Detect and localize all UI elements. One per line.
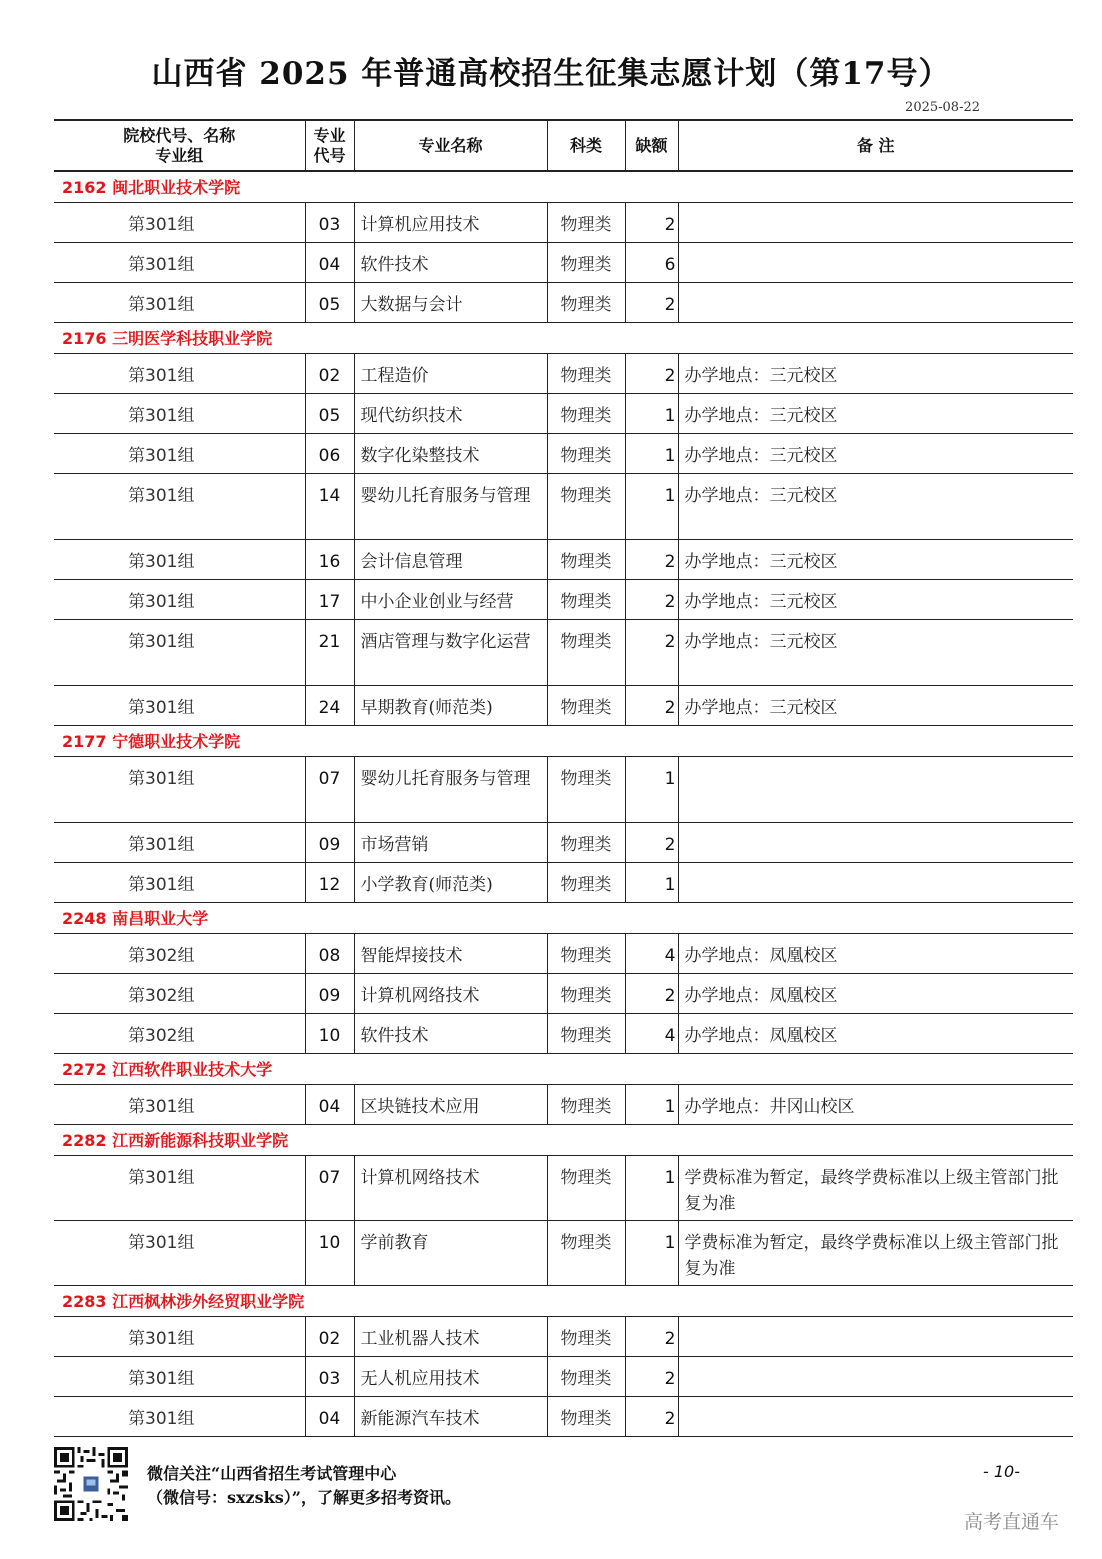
major-cell: 小学教育(师范类) [354, 862, 547, 902]
quota-cell: 1 [625, 393, 678, 433]
major-cell: 会计信息管理 [354, 539, 547, 579]
note-cell: 办学地点：三元校区 [678, 579, 1073, 619]
note-cell: 办学地点：三元校区 [678, 353, 1073, 393]
group-cell: 第301组 [54, 685, 305, 725]
major-cell: 婴幼儿托育服务与管理 [354, 473, 547, 539]
school-row [54, 1285, 1073, 1316]
group-cell: 第301组 [54, 756, 305, 822]
quota-cell: 1 [625, 756, 678, 822]
group-cell: 第301组 [54, 1155, 305, 1220]
subject-cell: 物理类 [547, 539, 625, 579]
subject-cell: 物理类 [547, 282, 625, 322]
header-school-line2: 专业组 [155, 145, 204, 165]
group-cell: 第301组 [54, 1396, 305, 1436]
group-cell: 第301组 [54, 202, 305, 242]
group-cell: 第302组 [54, 933, 305, 973]
major-cell: 软件技术 [354, 242, 547, 282]
enrollment-plan-table [54, 119, 1073, 1437]
header-note: 备 注 [678, 120, 1073, 171]
subject-cell: 物理类 [547, 473, 625, 539]
code-cell: 04 [305, 1396, 354, 1436]
group-cell: 第301组 [54, 1084, 305, 1124]
header-school [54, 120, 305, 171]
table-row [54, 973, 1073, 1013]
code-cell: 04 [305, 1084, 354, 1124]
note-cell: 办学地点：三元校区 [678, 473, 1073, 539]
table-body [54, 171, 1073, 1436]
major-cell: 计算机网络技术 [354, 973, 547, 1013]
note-cell [678, 1396, 1073, 1436]
subject-cell: 物理类 [547, 1356, 625, 1396]
major-cell: 大数据与会计 [354, 282, 547, 322]
quota-cell: 2 [625, 685, 678, 725]
code-cell: 03 [305, 1356, 354, 1396]
quota-cell: 2 [625, 1356, 678, 1396]
quota-cell: 4 [625, 1013, 678, 1053]
quota-cell: 1 [625, 433, 678, 473]
major-cell: 无人机应用技术 [354, 1356, 547, 1396]
note-cell [678, 1316, 1073, 1356]
school-row [54, 1124, 1073, 1155]
code-cell: 04 [305, 242, 354, 282]
quota-cell: 2 [625, 1316, 678, 1356]
major-cell: 市场营销 [354, 822, 547, 862]
quota-cell: 2 [625, 619, 678, 685]
note-cell: 办学地点：三元校区 [678, 685, 1073, 725]
note-cell: 办学地点：凤凰校区 [678, 973, 1073, 1013]
major-cell: 早期教育(师范类) [354, 685, 547, 725]
subject-cell: 物理类 [547, 933, 625, 973]
group-cell: 第301组 [54, 1356, 305, 1396]
group-cell: 第301组 [54, 539, 305, 579]
quota-cell: 2 [625, 202, 678, 242]
code-cell: 06 [305, 433, 354, 473]
table-row [54, 579, 1073, 619]
subject-cell: 物理类 [547, 973, 625, 1013]
code-cell: 05 [305, 282, 354, 322]
group-cell: 第301组 [54, 473, 305, 539]
table-row [54, 1356, 1073, 1396]
quota-cell: 1 [625, 862, 678, 902]
major-cell: 智能焊接技术 [354, 933, 547, 973]
subject-cell: 物理类 [547, 1084, 625, 1124]
header-school-line1: 院校代号、名称 [123, 125, 236, 145]
table-row [54, 473, 1073, 539]
header-code [305, 120, 354, 171]
table-row [54, 202, 1073, 242]
subject-cell: 物理类 [547, 685, 625, 725]
page-number: - 10- [983, 1462, 1020, 1481]
major-cell: 学前教育 [354, 1220, 547, 1285]
quota-cell: 2 [625, 282, 678, 322]
subject-cell: 物理类 [547, 579, 625, 619]
group-cell: 第301组 [54, 393, 305, 433]
code-cell: 02 [305, 353, 354, 393]
note-cell [678, 282, 1073, 322]
code-cell: 07 [305, 1155, 354, 1220]
group-cell: 第301组 [54, 353, 305, 393]
major-cell: 现代纺织技术 [354, 393, 547, 433]
table-row [54, 353, 1073, 393]
code-cell: 02 [305, 1316, 354, 1356]
header-quota: 缺额 [625, 120, 678, 171]
code-cell: 14 [305, 473, 354, 539]
header-code-line2: 代号 [313, 145, 346, 165]
note-cell: 办学地点：三元校区 [678, 539, 1073, 579]
table-row [54, 822, 1073, 862]
note-cell: 办学地点：井冈山校区 [678, 1084, 1073, 1124]
subject-cell: 物理类 [547, 1220, 625, 1285]
school-name: 2282 江西新能源科技职业学院 [54, 1124, 1073, 1155]
table-row [54, 539, 1073, 579]
code-cell: 12 [305, 862, 354, 902]
major-cell: 新能源汽车技术 [354, 1396, 547, 1436]
header-code-line1: 专业 [313, 125, 346, 145]
table-row [54, 242, 1073, 282]
code-cell: 24 [305, 685, 354, 725]
table-row [54, 933, 1073, 973]
wechat-follow-line1: 微信关注“山西省招生考试管理中心 [147, 1464, 397, 1483]
table-row [54, 756, 1073, 822]
major-cell: 中小企业创业与经营 [354, 579, 547, 619]
quota-cell: 2 [625, 1396, 678, 1436]
major-cell: 计算机应用技术 [354, 202, 547, 242]
group-cell: 第302组 [54, 1013, 305, 1053]
subject-cell: 物理类 [547, 393, 625, 433]
quota-cell: 2 [625, 539, 678, 579]
subject-cell: 物理类 [547, 619, 625, 685]
header-subject: 科类 [547, 120, 625, 171]
major-cell: 酒店管理与数字化运营 [354, 619, 547, 685]
major-cell: 婴幼儿托育服务与管理 [354, 756, 547, 822]
subject-cell: 物理类 [547, 1396, 625, 1436]
note-cell: 学费标准为暂定，最终学费标准以上级主管部门批复为准 [678, 1220, 1073, 1285]
code-cell: 09 [305, 973, 354, 1013]
code-cell: 05 [305, 393, 354, 433]
table-row [54, 1155, 1073, 1220]
code-cell: 10 [305, 1013, 354, 1053]
note-cell: 办学地点：三元校区 [678, 433, 1073, 473]
quota-cell: 2 [625, 822, 678, 862]
school-name: 2272 江西软件职业技术大学 [54, 1053, 1073, 1084]
quota-cell: 4 [625, 933, 678, 973]
note-cell [678, 756, 1073, 822]
code-cell: 17 [305, 579, 354, 619]
quota-cell: 1 [625, 1220, 678, 1285]
quota-cell: 6 [625, 242, 678, 282]
subject-cell: 物理类 [547, 822, 625, 862]
subject-cell: 物理类 [547, 202, 625, 242]
code-cell: 10 [305, 1220, 354, 1285]
quota-cell: 1 [625, 1155, 678, 1220]
group-cell: 第301组 [54, 282, 305, 322]
subject-cell: 物理类 [547, 1155, 625, 1220]
group-cell: 第301组 [54, 822, 305, 862]
code-cell: 03 [305, 202, 354, 242]
qr-code-icon [54, 1447, 128, 1521]
subject-cell: 物理类 [547, 1013, 625, 1053]
group-cell: 第301组 [54, 579, 305, 619]
page-title: 山西省 2025 年普通高校招生征集志愿计划（第17号） [151, 56, 951, 92]
table-row [54, 1316, 1073, 1356]
note-cell [678, 242, 1073, 282]
quota-cell: 1 [625, 473, 678, 539]
header-major: 专业名称 [354, 120, 547, 171]
school-name: 2162 闽北职业技术学院 [54, 171, 1073, 202]
group-cell: 第301组 [54, 433, 305, 473]
quota-cell: 2 [625, 973, 678, 1013]
subject-cell: 物理类 [547, 1316, 625, 1356]
group-cell: 第301组 [54, 862, 305, 902]
major-cell: 数字化染整技术 [354, 433, 547, 473]
school-name: 2177 宁德职业技术学院 [54, 725, 1073, 756]
table-row [54, 393, 1073, 433]
subject-cell: 物理类 [547, 433, 625, 473]
school-row [54, 725, 1073, 756]
table-row [54, 1084, 1073, 1124]
major-cell: 区块链技术应用 [354, 1084, 547, 1124]
subject-cell: 物理类 [547, 353, 625, 393]
subject-cell: 物理类 [547, 862, 625, 902]
note-cell [678, 862, 1073, 902]
school-name: 2283 江西枫林涉外经贸职业学院 [54, 1285, 1073, 1316]
major-cell: 工程造价 [354, 353, 547, 393]
school-row [54, 322, 1073, 353]
subject-cell: 物理类 [547, 242, 625, 282]
group-cell: 第301组 [54, 1316, 305, 1356]
note-cell [678, 1356, 1073, 1396]
note-cell: 学费标准为暂定，最终学费标准以上级主管部门批复为准 [678, 1155, 1073, 1220]
major-cell: 软件技术 [354, 1013, 547, 1053]
note-cell [678, 822, 1073, 862]
quota-cell: 2 [625, 353, 678, 393]
note-cell: 办学地点：凤凰校区 [678, 933, 1073, 973]
subject-cell: 物理类 [547, 756, 625, 822]
code-cell: 16 [305, 539, 354, 579]
watermark: 高考直通车 [964, 1511, 1060, 1533]
table-row [54, 1396, 1073, 1436]
table-row [54, 862, 1073, 902]
table-row [54, 1220, 1073, 1285]
table-row [54, 685, 1073, 725]
group-cell: 第301组 [54, 242, 305, 282]
school-row [54, 171, 1073, 202]
table-row [54, 433, 1073, 473]
school-name: 2248 南昌职业大学 [54, 902, 1073, 933]
group-cell: 第301组 [54, 619, 305, 685]
code-cell: 09 [305, 822, 354, 862]
quota-cell: 1 [625, 1084, 678, 1124]
note-cell: 办学地点：三元校区 [678, 393, 1073, 433]
quota-cell: 2 [625, 579, 678, 619]
group-cell: 第302组 [54, 973, 305, 1013]
table-row [54, 282, 1073, 322]
table-row [54, 1013, 1073, 1053]
note-cell: 办学地点：三元校区 [678, 619, 1073, 685]
code-cell: 08 [305, 933, 354, 973]
school-name: 2176 三明医学科技职业学院 [54, 322, 1073, 353]
note-cell [678, 202, 1073, 242]
issue-date: 2025-08-22 [905, 100, 980, 115]
table-row [54, 619, 1073, 685]
group-cell: 第301组 [54, 1220, 305, 1285]
code-cell: 21 [305, 619, 354, 685]
major-cell: 计算机网络技术 [354, 1155, 547, 1220]
school-row [54, 902, 1073, 933]
note-cell: 办学地点：凤凰校区 [678, 1013, 1073, 1053]
school-row [54, 1053, 1073, 1084]
code-cell: 07 [305, 756, 354, 822]
table-header [54, 120, 1073, 171]
wechat-follow-line2: （微信号：sxzsks）”，了解更多招考资讯。 [147, 1488, 461, 1507]
major-cell: 工业机器人技术 [354, 1316, 547, 1356]
